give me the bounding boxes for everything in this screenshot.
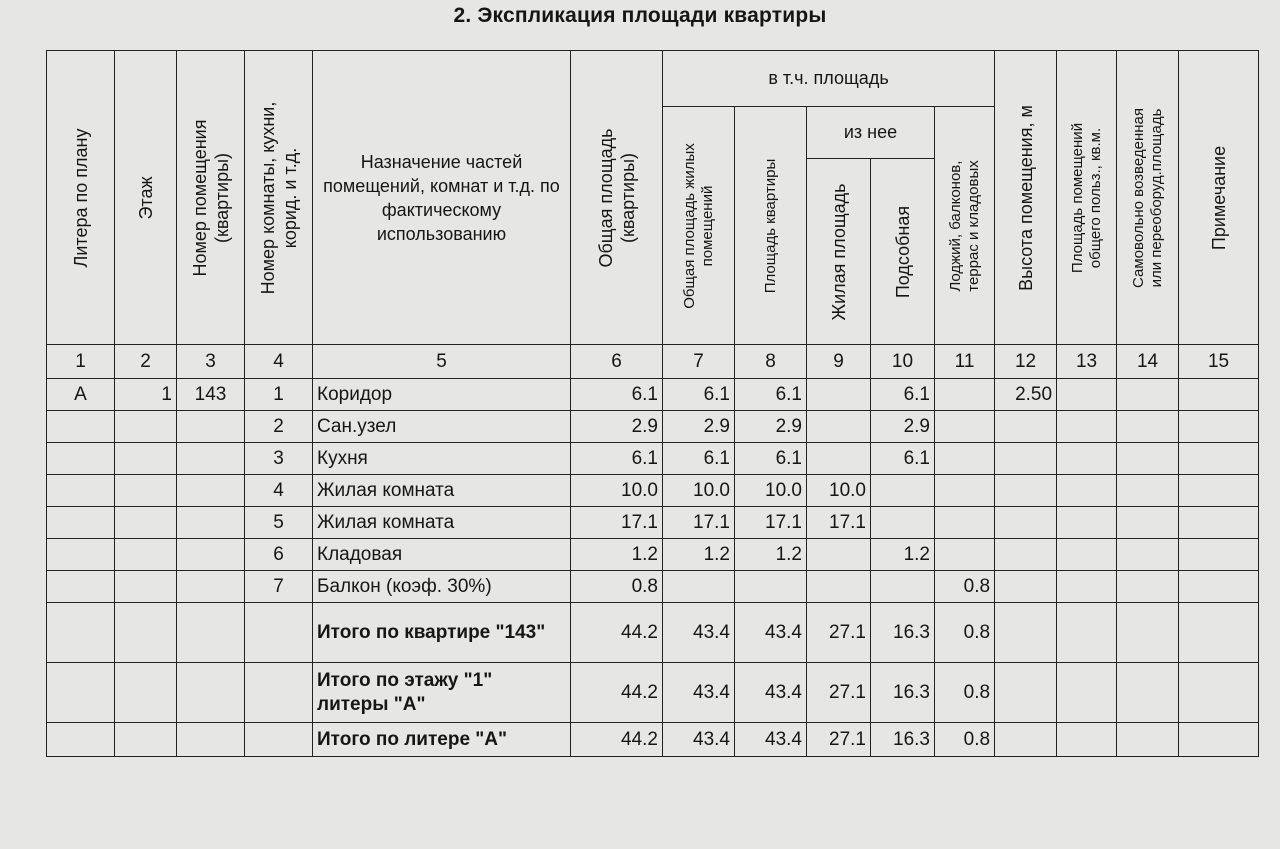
cell-litera — [47, 411, 115, 443]
header-apartment-number — [177, 51, 245, 345]
header-floor-label: Этаж — [135, 175, 156, 220]
cell-apartment — [177, 539, 245, 571]
cell-common-area — [1057, 411, 1117, 443]
column-number-row — [47, 345, 1259, 379]
total-auxiliary: 16.3 — [871, 663, 935, 723]
header-auxiliary-area — [871, 159, 935, 345]
cell-living-total: 6.1 — [663, 443, 735, 475]
total-loggias: 0.8 — [935, 603, 995, 663]
header-litera — [47, 51, 115, 345]
cell-apartment: 143 — [177, 379, 245, 411]
table-row — [47, 507, 1259, 539]
cell-apartment-area: 6.1 — [735, 379, 807, 411]
cell-living-total — [663, 571, 735, 603]
column-number: 13 — [1057, 345, 1117, 379]
cell-living-area — [807, 379, 871, 411]
cell-loggias: 0.8 — [935, 571, 995, 603]
cell-room-number: 4 — [245, 475, 313, 507]
cell-total-area: 2.9 — [571, 411, 663, 443]
cell-loggias — [935, 443, 995, 475]
cell-apartment-area — [735, 571, 807, 603]
cell-litera — [47, 571, 115, 603]
cell-apartment — [177, 411, 245, 443]
total-label: Итого по этажу "1" литеры "А" — [313, 663, 571, 723]
header-room-number-line2: корид. и т.д. — [279, 147, 300, 248]
cell-purpose: Жилая комната — [313, 475, 571, 507]
cell-note — [1179, 411, 1259, 443]
header-floor — [115, 51, 177, 345]
total-total-area: 44.2 — [571, 723, 663, 757]
header-total-area-line1: Общая площадь — [595, 127, 616, 268]
cell-loggias — [935, 475, 995, 507]
cell-litera — [47, 539, 115, 571]
total-total-area: 44.2 — [571, 603, 663, 663]
column-number: 15 — [1179, 345, 1259, 379]
header-loggias-balconies — [935, 107, 995, 345]
cell-unauthorized — [1117, 571, 1179, 603]
cell-litera — [47, 443, 115, 475]
header-room-height-label: Высота помещения, м — [1015, 104, 1036, 291]
cell-unauthorized — [1117, 411, 1179, 443]
column-number: 6 — [571, 345, 663, 379]
header-note — [1179, 51, 1259, 345]
cell-unauthorized — [1117, 539, 1179, 571]
cell-common-area — [1057, 443, 1117, 475]
header-room-number-line1: Номер комнаты, кухни, — [257, 101, 278, 294]
cell-living-total: 1.2 — [663, 539, 735, 571]
cell-living-total: 17.1 — [663, 507, 735, 539]
cell-floor — [115, 475, 177, 507]
column-number: 4 — [245, 345, 313, 379]
cell-auxiliary — [871, 507, 935, 539]
cell-purpose: Коридор — [313, 379, 571, 411]
cell-room-number: 1 — [245, 379, 313, 411]
column-number: 12 — [995, 345, 1057, 379]
cell-loggias — [935, 379, 995, 411]
cell-note — [1179, 571, 1259, 603]
total-living-area: 27.1 — [807, 603, 871, 663]
column-number: 2 — [115, 345, 177, 379]
cell-height — [995, 539, 1057, 571]
cell-total-area: 1.2 — [571, 539, 663, 571]
cell-floor — [115, 411, 177, 443]
cell-total-area: 6.1 — [571, 443, 663, 475]
cell-apartment — [177, 571, 245, 603]
cell-floor — [115, 443, 177, 475]
cell-common-area — [1057, 475, 1117, 507]
table-row — [47, 411, 1259, 443]
total-row-apartment — [47, 603, 1259, 663]
table-row — [47, 571, 1259, 603]
header-of-which: из нее — [807, 107, 935, 159]
total-apartment-area: 43.4 — [735, 603, 807, 663]
cell-purpose: Кухня — [313, 443, 571, 475]
column-number: 1 — [47, 345, 115, 379]
total-auxiliary: 16.3 — [871, 603, 935, 663]
explication-sheet — [46, 50, 1259, 757]
cell-auxiliary: 6.1 — [871, 379, 935, 411]
total-apartment-area: 43.4 — [735, 723, 807, 757]
header-living-area-label: Жилая площадь — [828, 182, 849, 321]
cell-apartment — [177, 475, 245, 507]
cell-purpose: Жилая комната — [313, 507, 571, 539]
explication-table — [46, 50, 1259, 757]
column-number: 9 — [807, 345, 871, 379]
total-total-area: 44.2 — [571, 663, 663, 723]
column-number: 5 — [313, 345, 571, 379]
column-number: 11 — [935, 345, 995, 379]
cell-height — [995, 443, 1057, 475]
cell-total-area: 10.0 — [571, 475, 663, 507]
header-living-total-area-line1: Общая площадь жилых — [680, 142, 698, 309]
header-litera-label: Литера по плану — [70, 128, 91, 267]
column-number: 8 — [735, 345, 807, 379]
cell-total-area: 17.1 — [571, 507, 663, 539]
cell-room-number: 6 — [245, 539, 313, 571]
total-row-litera — [47, 723, 1259, 757]
cell-living-total: 6.1 — [663, 379, 735, 411]
cell-living-area: 10.0 — [807, 475, 871, 507]
cell-height: 2.50 — [995, 379, 1057, 411]
column-number: 14 — [1117, 345, 1179, 379]
cell-litera: А — [47, 379, 115, 411]
cell-litera — [47, 507, 115, 539]
cell-total-area: 6.1 — [571, 379, 663, 411]
cell-height — [995, 475, 1057, 507]
cell-living-total: 10.0 — [663, 475, 735, 507]
cell-living-area — [807, 571, 871, 603]
cell-unauthorized — [1117, 443, 1179, 475]
cell-apartment-area: 1.2 — [735, 539, 807, 571]
header-common-area-line1: Площадь помещений — [1068, 122, 1086, 273]
total-row-floor — [47, 663, 1259, 723]
header-apartment-area — [735, 107, 807, 345]
header-loggias-balconies-line2: террас и кладовых — [964, 159, 982, 292]
total-apartment-area: 43.4 — [735, 663, 807, 723]
header-common-area-line2: общего польз., кв.м. — [1086, 127, 1104, 268]
header-unauthorized-area-line1: Самовольно возведенная — [1129, 107, 1147, 288]
total-loggias: 0.8 — [935, 723, 995, 757]
cell-living-area: 17.1 — [807, 507, 871, 539]
header-unauthorized-area — [1117, 51, 1179, 345]
total-living-total: 43.4 — [663, 603, 735, 663]
cell-living-area — [807, 443, 871, 475]
cell-floor — [115, 571, 177, 603]
header-loggias-balconies-line1: Лоджий, балконов, — [946, 160, 964, 291]
cell-note — [1179, 443, 1259, 475]
cell-room-number: 5 — [245, 507, 313, 539]
table-row — [47, 443, 1259, 475]
cell-common-area — [1057, 571, 1117, 603]
cell-total-area: 0.8 — [571, 571, 663, 603]
total-loggias: 0.8 — [935, 663, 995, 723]
cell-height — [995, 411, 1057, 443]
header-room-number — [245, 51, 313, 345]
cell-note — [1179, 539, 1259, 571]
header-total-area — [571, 51, 663, 345]
total-label: Итого по квартире "143" — [313, 603, 571, 663]
header-unauthorized-area-line2: или переоборуд.площадь — [1147, 108, 1165, 287]
document-title: 2. Экспликация площади квартиры — [453, 4, 827, 27]
cell-living-area — [807, 539, 871, 571]
table-row — [47, 475, 1259, 507]
cell-auxiliary: 2.9 — [871, 411, 935, 443]
cell-room-number: 2 — [245, 411, 313, 443]
cell-apartment-area: 6.1 — [735, 443, 807, 475]
cell-apartment — [177, 507, 245, 539]
cell-litera — [47, 475, 115, 507]
total-auxiliary: 16.3 — [871, 723, 935, 757]
cell-apartment-area: 17.1 — [735, 507, 807, 539]
table-row — [47, 539, 1259, 571]
cell-unauthorized — [1117, 475, 1179, 507]
header-purpose: Назначение частей помещений, комнат и т.д. по фактическому использованию — [313, 51, 571, 345]
total-living-area: 27.1 — [807, 723, 871, 757]
cell-auxiliary — [871, 571, 935, 603]
cell-height — [995, 571, 1057, 603]
cell-apartment-area: 2.9 — [735, 411, 807, 443]
cell-loggias — [935, 411, 995, 443]
header-apartment-number-line2: (квартиры) — [211, 152, 232, 243]
total-living-area: 27.1 — [807, 663, 871, 723]
cell-unauthorized — [1117, 507, 1179, 539]
header-including-area: в т.ч. площадь — [663, 51, 995, 107]
header-auxiliary-area-label: Подсобная — [892, 205, 913, 298]
cell-common-area — [1057, 507, 1117, 539]
table-row — [47, 379, 1259, 411]
cell-apartment-area: 10.0 — [735, 475, 807, 507]
cell-floor: 1 — [115, 379, 177, 411]
header-common-area — [1057, 51, 1117, 345]
cell-purpose: Балкон (коэф. 30%) — [313, 571, 571, 603]
cell-common-area — [1057, 379, 1117, 411]
cell-common-area — [1057, 539, 1117, 571]
header-apartment-area-label: Площадь квартиры — [761, 158, 779, 293]
total-living-total: 43.4 — [663, 723, 735, 757]
cell-note — [1179, 507, 1259, 539]
cell-room-number: 7 — [245, 571, 313, 603]
cell-living-area — [807, 411, 871, 443]
header-note-label: Примечание — [1208, 145, 1229, 250]
cell-apartment — [177, 443, 245, 475]
total-label: Итого по литере "А" — [313, 723, 571, 757]
cell-auxiliary: 6.1 — [871, 443, 935, 475]
total-living-total: 43.4 — [663, 663, 735, 723]
cell-loggias — [935, 507, 995, 539]
header-living-total-area-line2: помещений — [698, 185, 716, 266]
header-apartment-number-line1: Номер помещения — [189, 119, 210, 276]
cell-floor — [115, 539, 177, 571]
header-total-area-line2: (квартиры) — [617, 152, 638, 243]
cell-unauthorized — [1117, 379, 1179, 411]
cell-note — [1179, 379, 1259, 411]
column-number: 7 — [663, 345, 735, 379]
column-number: 3 — [177, 345, 245, 379]
cell-height — [995, 507, 1057, 539]
cell-living-total: 2.9 — [663, 411, 735, 443]
cell-room-number: 3 — [245, 443, 313, 475]
header-living-total-area — [663, 107, 735, 345]
column-number: 10 — [871, 345, 935, 379]
cell-purpose: Сан.узел — [313, 411, 571, 443]
cell-auxiliary: 1.2 — [871, 539, 935, 571]
cell-auxiliary — [871, 475, 935, 507]
cell-note — [1179, 475, 1259, 507]
cell-loggias — [935, 539, 995, 571]
cell-floor — [115, 507, 177, 539]
header-room-height — [995, 51, 1057, 345]
cell-purpose: Кладовая — [313, 539, 571, 571]
header-living-area — [807, 159, 871, 345]
